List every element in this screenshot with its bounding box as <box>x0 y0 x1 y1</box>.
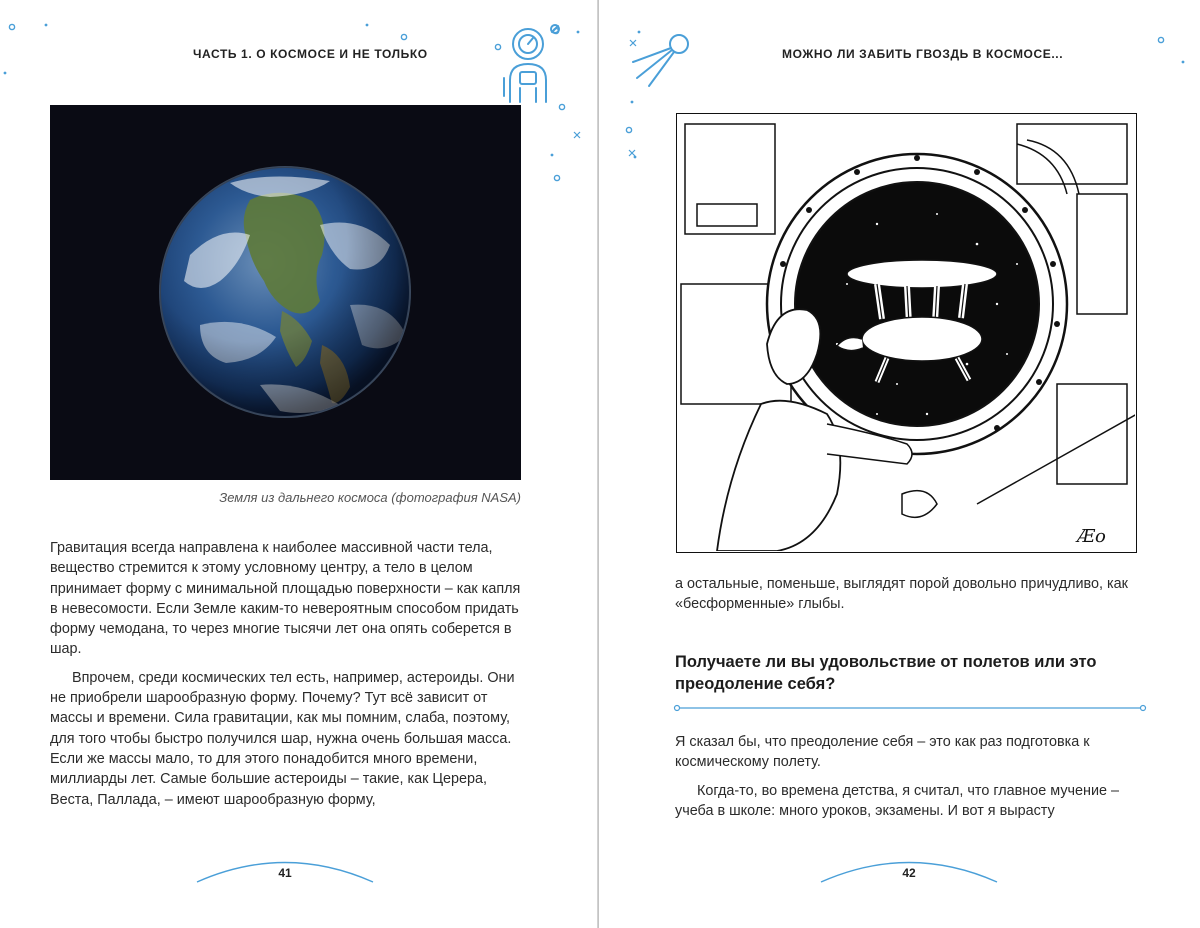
photo-caption: Земля из дальнего космоса (фотография NASA) <box>219 490 521 505</box>
page-number: 41 <box>278 866 292 880</box>
paragraph: Впрочем, среди космических тел есть, например, астероиды. Они не приобрели шарообразную форму. Почему? Тут всё зависит от массы и времени. Сила гравитации, как мы помним, слаба, поэтому, для того чтобы быстро получился шар, нужна очень большая масса. Если же массы мало, то для этого понадобится много времени, миллиарды лет. Самые большие астероиды – такие, как Церера, Веста, Паллада, – имеют шарообразную форму, <box>50 669 515 808</box>
cartoon-illustration <box>676 113 1137 553</box>
running-head: МОЖНО ЛИ ЗАБИТЬ ГВОЗДЬ В КОСМОСЕ... <box>782 47 1064 61</box>
satellite-icon <box>629 28 699 90</box>
paragraph: Гравитация всегда направлена к наиболее массивной части тела, вещество стремится к этому условному центру, а тело в целом принимает форму с минимальной площадью поверхности – как капля в невесомости. Если Земле каким-то невероятным способом придать форму чемодана, то через многие тысячи лет она опять соберется в шар. <box>50 540 521 658</box>
running-head-part: ЧАСТЬ 1. <box>193 47 253 61</box>
paragraph: Когда-то, во времена детства, я считал, что главное мучение – учеба в школе: много уроков, экзамены. И вот я вырасту <box>675 782 1119 819</box>
running-head-title: О КОСМОСЕ И НЕ ТОЛЬКО <box>256 47 428 61</box>
svg-text:Æo: Æo <box>1077 526 1106 547</box>
earth-photo <box>50 105 521 480</box>
continuation-text: а остальные, поменьше, выглядят порой довольно причудливо, как «бесформенные» глыбы. <box>675 576 1128 613</box>
left-body-text <box>50 538 524 810</box>
section-divider <box>673 704 1147 712</box>
running-head <box>193 47 428 61</box>
left-page <box>0 0 597 928</box>
page-number-right <box>819 855 999 885</box>
paragraph: Я сказал бы, что преодоление себя – это как раз подготовка к космическому полету. <box>675 734 1090 771</box>
question-heading: Получаете ли вы удовольствие от полетов или это преодоление себя? <box>675 653 1097 693</box>
right-page <box>599 0 1200 928</box>
page-number-left <box>195 855 375 885</box>
page-number: 42 <box>902 866 916 880</box>
answer-text <box>675 732 1145 821</box>
astronaut-icon <box>500 22 564 104</box>
